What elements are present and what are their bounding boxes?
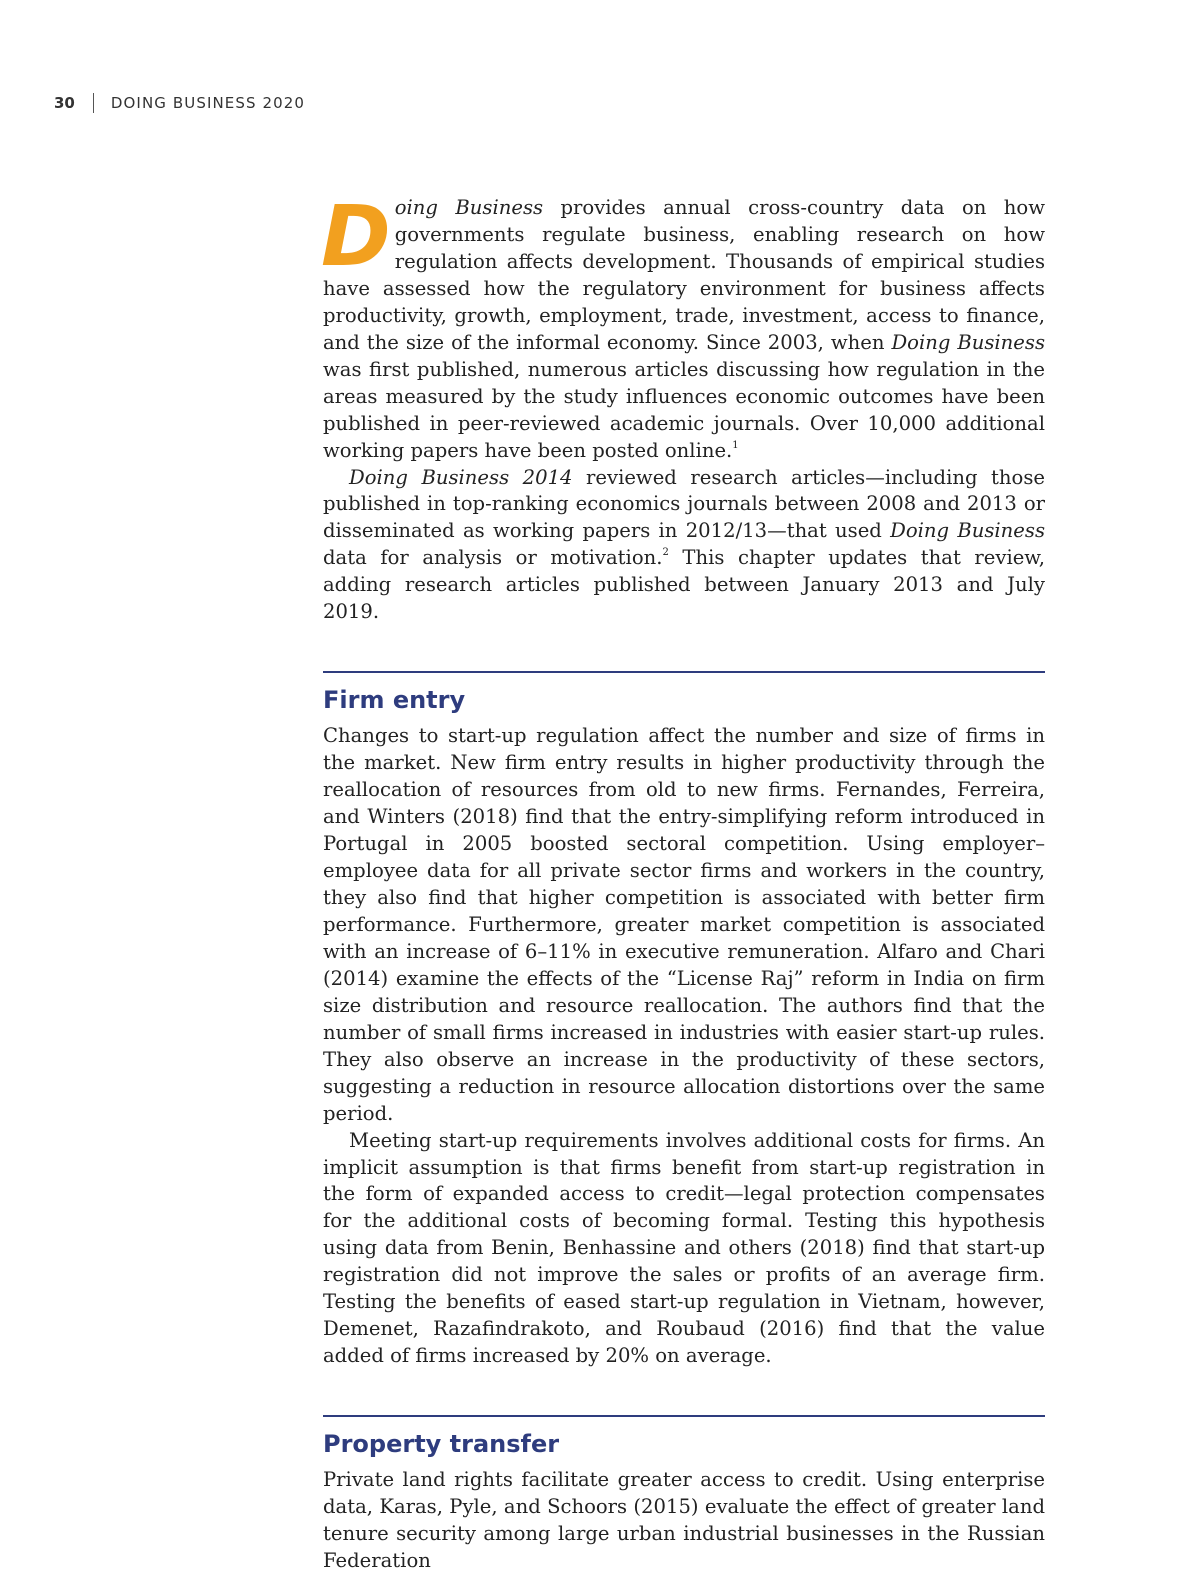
running-title: DOING BUSINESS 2020 [110, 94, 306, 112]
drop-cap: D [321, 187, 391, 285]
page-number: 30 [54, 94, 75, 112]
section-title-property-transfer: Property transfer [323, 1430, 560, 1459]
intro-text: This chapter updates that review, adding research articles published between January 2013 and July 2019. [323, 546, 1045, 624]
section-rule [323, 671, 1045, 673]
intro-text: provides annual cross-country data on how governments regulate business, enabling research on how regulation affects development. Thousands of empirical studies have assessed how the regulatory environment for business affects productivity, growth, employment, trade, investment, access to finance, and the size of the informal economy. Since 2003, when [323, 196, 1045, 354]
intro-paragraph-2 [323, 465, 1045, 627]
intro-text: data for analysis or motivation. [323, 546, 663, 570]
intro-paragraph-1 [321, 187, 1046, 465]
intro-text: reviewed research articles—including those published in top-ranking economics journals between 2008 and 2013 or disseminated as working papers in 2012/13—that used [323, 465, 1045, 543]
firm-entry-paragraph-2: Meeting start-up requirements involves additional costs for firms. An implicit assumption is that firms benefit from start-up registration in the form of expanded access to credit—legal protection compensates for the additional costs of becoming formal. Testing this hypothesis using data from Benin, Benhassine and others (2018) find that start-up registration did not improve the sales or profits of an average firm. Testing the benefits of eased start-up regulation in Vietnam, however, Demenet, Razafindrakoto, and Roubaud (2016) find that the value added of firms increased by 20% on average. [323, 1128, 1045, 1368]
firm-entry-paragraph-1: Changes to start-up regulation affect the number and size of firms in the market. New firm entry results in higher productivity through the reallocation of resources from old to new firms. Fernandes, Ferreira, and Winters (2018) find that the entry-simplifying reform introduced in Portugal in 2005 boosted sectoral competition. Using employer–employee data for all private sector firms and workers in the country, they also find that higher competition is associated with better firm performance. Furthermore, greater market competition is associated with an increase of 6–11% in executive remuneration. Alfaro and Chari (2014) examine the effects of the “License Raj” reform in India on firm size distribution and resource reallocation. The authors find that the number of small firms increased in industries with easier start-up rules. They also observe an increase in the productivity of these sectors, suggesting a reduction in resource allocation distortions over the same period. [323, 724, 1045, 1125]
intro-italic: Doing Business [891, 330, 1046, 354]
intro-italic: Doing Business [890, 519, 1046, 543]
property-transfer-paragraph-1: Private land rights facilitate greater access to credit. Using enterprise data, Karas, Pyle, and Schoors (2015) evaluate the effect of greater land tenure security among large urban industrial businesses in the Russian Federation [323, 1468, 1045, 1572]
header-divider [93, 93, 94, 113]
intro-italic: oing Business [394, 196, 544, 219]
footnote-ref: 1 [732, 439, 739, 451]
main-text-column [321, 187, 1046, 1575]
section-rule [323, 1415, 1045, 1417]
intro-italic: Doing Business 2014 [349, 465, 573, 489]
section-title-firm-entry: Firm entry [323, 686, 466, 715]
running-header [54, 93, 305, 113]
intro-text: was first published, numerous articles discussing how regulation in the areas measured by the study influences economic outcomes have been published in peer-reviewed academic journals. Over 10,000 additional working papers have been posted online. [323, 357, 1045, 462]
footnote-ref: 2 [662, 547, 669, 559]
